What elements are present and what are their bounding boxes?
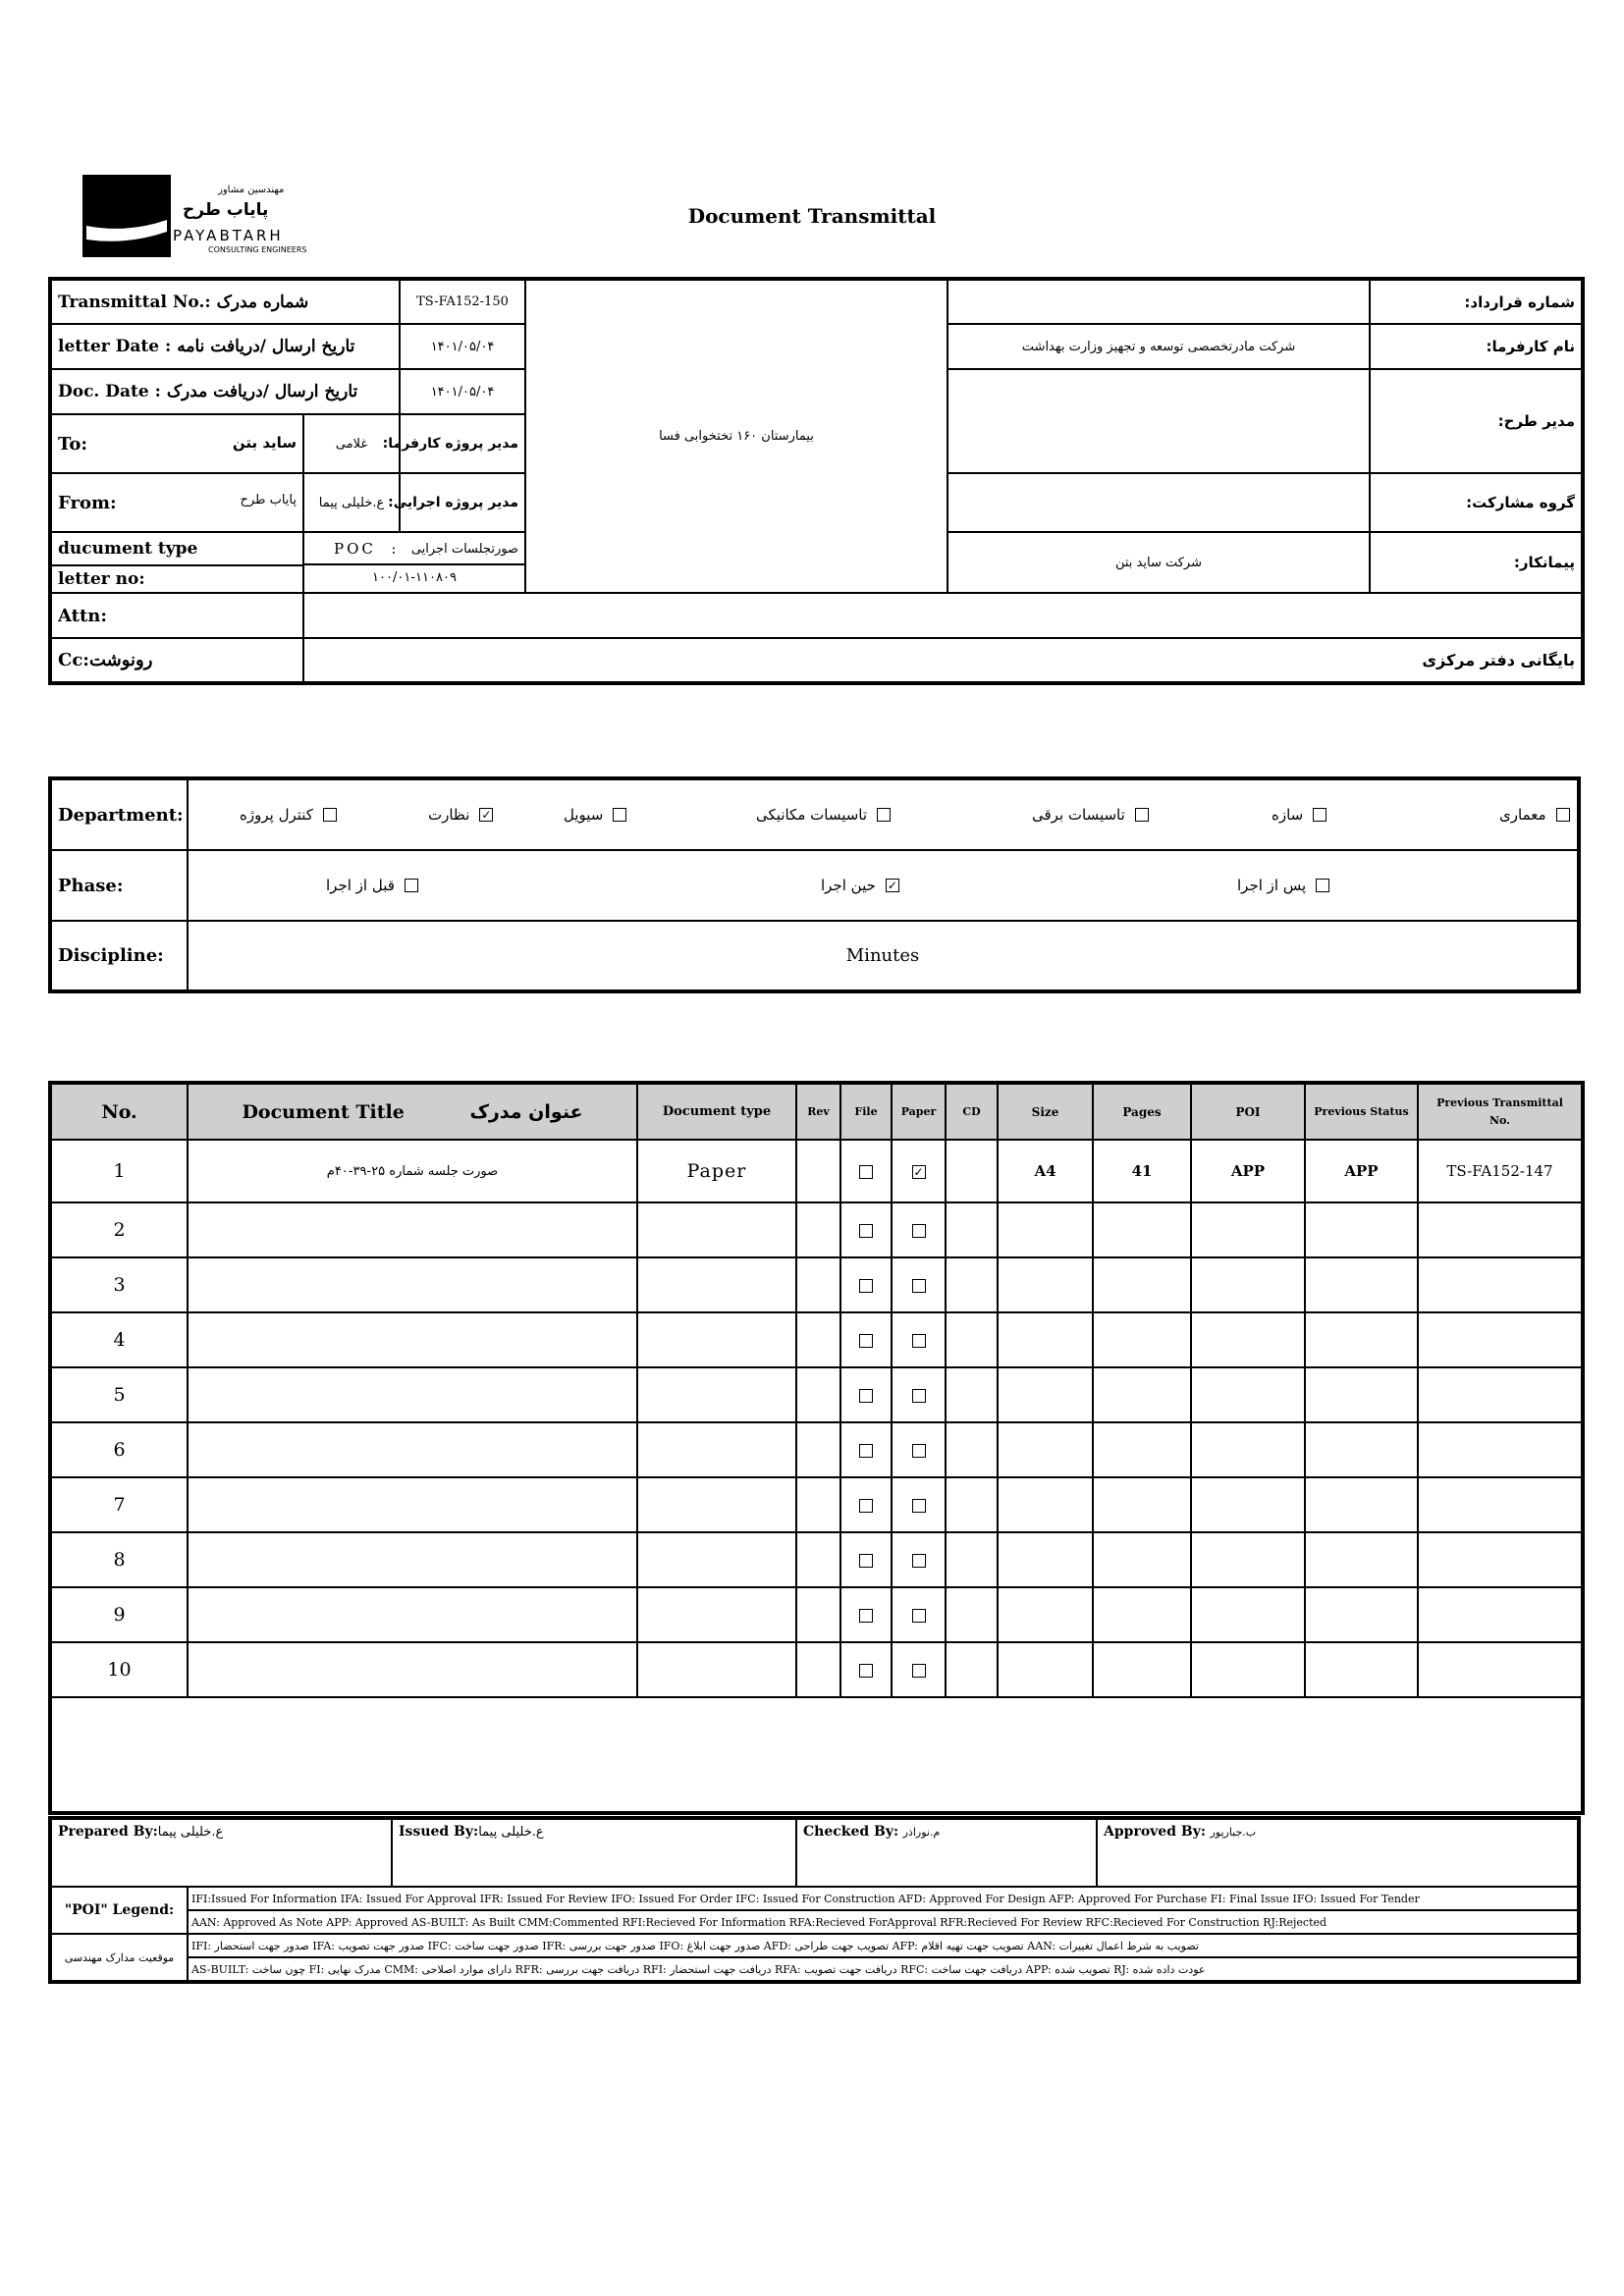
row-doc-type[interactable] (637, 1587, 796, 1642)
row-pages[interactable] (1093, 1587, 1191, 1642)
dept-checkbox-control[interactable] (323, 808, 337, 822)
row-paper-checkbox (892, 1477, 946, 1532)
row-no[interactable]: 7 (50, 1477, 188, 1532)
col-header-size: Size (998, 1083, 1093, 1140)
logo-text-fa: پایاب طرح (183, 200, 269, 220)
row-file-checkbox (840, 1642, 892, 1697)
row-file-box[interactable] (859, 1499, 873, 1513)
logo-text-en: PAYABTARH (173, 227, 284, 244)
row-pages[interactable] (1093, 1312, 1191, 1367)
row-paper-checkbox (892, 1587, 946, 1642)
design-manager-label: مدیر طرح: (1370, 369, 1583, 473)
dept-option-saze[interactable] (1272, 780, 1326, 849)
dept-label-nezarat: نظارت (428, 806, 470, 824)
row-poi[interactable] (1191, 1477, 1305, 1532)
row-doc-type[interactable] (637, 1477, 796, 1532)
doc-date-value: ۱۴۰۱/۰۵/۰۴ (400, 369, 525, 414)
phase-option-before[interactable] (326, 851, 418, 920)
row-file-checkbox (840, 1422, 892, 1477)
row-pages[interactable] (1093, 1642, 1191, 1697)
row-poi[interactable] (1191, 1312, 1305, 1367)
table-row (50, 1532, 1583, 1587)
dept-option-civil[interactable] (564, 780, 626, 849)
dept-option-memari[interactable] (1499, 780, 1570, 849)
row-size[interactable] (998, 1532, 1093, 1587)
table-row (50, 1477, 1583, 1532)
project-name: بیمارستان ۱۶۰ تختخوابی فسا (525, 279, 947, 593)
row-prev-status[interactable] (1305, 1202, 1418, 1257)
row-file-box[interactable] (859, 1609, 873, 1623)
row-paper-box[interactable] (912, 1279, 926, 1293)
row-file-checkbox (840, 1140, 892, 1202)
attn-value[interactable] (303, 593, 1583, 638)
issued-by-value: ع.خلیلی پیما (478, 1825, 544, 1840)
row-no[interactable]: 1 (50, 1140, 188, 1202)
row-prev-status[interactable] (1305, 1422, 1418, 1477)
table-row (50, 1257, 1583, 1312)
row-paper-checkbox (892, 1642, 946, 1697)
attn-label: Attn: (50, 593, 303, 638)
row-paper-box[interactable] (912, 1554, 926, 1568)
table-row (50, 1202, 1583, 1257)
row-file-checkbox (840, 1532, 892, 1587)
client-label: نام کارفرما: (1370, 324, 1583, 369)
header-table (48, 277, 1585, 685)
table-row (50, 1312, 1583, 1367)
row-paper-box[interactable] (912, 1444, 926, 1458)
checked-by-cell (796, 1818, 1097, 1887)
partnership-value (947, 473, 1370, 532)
row-prev-status[interactable] (1305, 1587, 1418, 1642)
table-row (50, 1422, 1583, 1477)
row-poi[interactable] (1191, 1532, 1305, 1587)
phase-checkbox-before[interactable] (405, 879, 418, 892)
row-title[interactable] (188, 1367, 637, 1422)
dept-checkbox-memari[interactable] (1556, 808, 1570, 822)
cc-value: بایگانی دفتر مرکزی (303, 638, 1583, 683)
row-prev-status[interactable] (1305, 1367, 1418, 1422)
row-prev-status[interactable] (1305, 1477, 1418, 1532)
phase-options (188, 850, 1579, 921)
doc-type-value: صورتجلسات اجرایی (410, 541, 518, 557)
row-paper-checkbox (892, 1532, 946, 1587)
row-rev[interactable] (796, 1422, 840, 1477)
row-no[interactable]: 9 (50, 1587, 188, 1642)
row-no[interactable]: 6 (50, 1422, 188, 1477)
row-title[interactable] (188, 1257, 637, 1312)
dept-checkbox-barghi[interactable] (1135, 808, 1149, 822)
exec-pm-name: ع.خلیلی پیما (303, 473, 400, 532)
row-size[interactable] (998, 1367, 1093, 1422)
row-file-box[interactable] (859, 1444, 873, 1458)
letter-date-value: ۱۴۰۱/۰۵/۰۴ (400, 324, 525, 369)
contractor-value: شرکت ساید بتن (947, 532, 1370, 593)
row-doc-type[interactable] (637, 1257, 796, 1312)
row-doc-type[interactable] (637, 1532, 796, 1587)
col-header-paper: Paper (892, 1083, 946, 1140)
phase-label: Phase: (50, 850, 188, 921)
row-doc-type[interactable] (637, 1312, 796, 1367)
dept-label-control: کنترل پروژه (240, 806, 313, 824)
phase-option-after[interactable] (1237, 851, 1329, 920)
row-file-checkbox (840, 1312, 892, 1367)
col-header-title (188, 1083, 637, 1140)
row-title[interactable] (188, 1477, 637, 1532)
row-pages[interactable] (1093, 1532, 1191, 1587)
row-poi[interactable] (1191, 1257, 1305, 1312)
row-file-box[interactable] (859, 1334, 873, 1348)
row-pages[interactable] (1093, 1422, 1191, 1477)
dept-label-civil: سیویل (564, 806, 604, 824)
row-doc-type[interactable] (637, 1202, 796, 1257)
row-rev[interactable] (796, 1202, 840, 1257)
row-title[interactable] (188, 1202, 637, 1257)
dept-checkbox-saze[interactable] (1313, 808, 1326, 822)
row-paper-box[interactable] (912, 1609, 926, 1623)
row-pages[interactable]: 41 (1093, 1140, 1191, 1202)
row-doc-type[interactable] (637, 1642, 796, 1697)
table-row (50, 1140, 1583, 1202)
row-file-box[interactable] (859, 1554, 873, 1568)
discipline-value: Minutes (188, 921, 1579, 991)
row-no[interactable]: 5 (50, 1367, 188, 1422)
row-doc-type[interactable] (637, 1422, 796, 1477)
row-prev-transmittal[interactable] (1418, 1422, 1583, 1477)
letter-no-label: letter no: (58, 569, 145, 589)
row-paper-checkbox (892, 1140, 946, 1202)
row-rev[interactable] (796, 1642, 840, 1697)
row-rev[interactable] (796, 1532, 840, 1587)
row-paper-box[interactable] (912, 1664, 926, 1678)
col-header-title-en: Document Title (242, 1100, 405, 1123)
checked-by-value: م.نوراذر (902, 1826, 941, 1839)
letter-no-value: ۱۰۰/۰۱-۱۱۰۸۰۹ (372, 570, 457, 585)
row-paper-checkbox (892, 1312, 946, 1367)
phase-label-before: قبل از اجرا (326, 877, 395, 894)
col-header-file: File (840, 1083, 892, 1140)
row-title[interactable] (188, 1422, 637, 1477)
row-file-box[interactable] (859, 1224, 873, 1238)
row-paper-box[interactable] (912, 1499, 926, 1513)
row-prev-status[interactable]: APP (1305, 1140, 1418, 1202)
row-cd[interactable] (946, 1587, 998, 1642)
dept-checkbox-nezarat[interactable]: ✓ (481, 808, 492, 822)
row-prev-transmittal[interactable] (1418, 1477, 1583, 1532)
row-file-box[interactable] (859, 1165, 873, 1179)
department-options (188, 778, 1579, 850)
row-file-box[interactable] (859, 1664, 873, 1678)
row-prev-transmittal[interactable] (1418, 1202, 1583, 1257)
client-pm-label: مدیر پروژه کارفرما: (400, 414, 525, 473)
row-title[interactable] (188, 1642, 637, 1697)
document-title: Document Transmittal (687, 204, 937, 228)
row-paper-checkbox (892, 1202, 946, 1257)
row-cd[interactable] (946, 1532, 998, 1587)
col-header-rev: Rev (796, 1083, 840, 1140)
row-size[interactable] (998, 1642, 1093, 1697)
row-file-checkbox (840, 1202, 892, 1257)
col-header-prev-transmittal: Previous Transmittal No. (1418, 1083, 1583, 1140)
status-legend-line-1: IFI: صدور جهت استحضار IFA: صدور جهت تصویب IFC: صدور جهت ساخت IFR: صدور جهت بررسی IFO: صدور جهت ابلاغ AFD: تصویب جهت طراحی AFP: تصویب جهت تهیه اقلام AAN: تصویب به شرط اعمال تغییرات (188, 1934, 1579, 1957)
row-file-box[interactable] (859, 1389, 873, 1403)
documents-table (48, 1081, 1585, 1815)
design-manager-value (947, 369, 1370, 473)
poi-legend-line-2: AAN: Approved As Note APP: Approved AS-BUILT: As Built CMM:Commented RFI:Recieved For Information RFA:Recieved ForApproval RFR:Recieved For Review RFC:Recieved For Construction RJ:Rejected (188, 1910, 1579, 1934)
row-cd[interactable] (946, 1312, 998, 1367)
approved-by-cell (1097, 1818, 1579, 1887)
row-rev[interactable] (796, 1367, 840, 1422)
col-header-prev-status: Previous Status (1305, 1083, 1418, 1140)
row-pages[interactable] (1093, 1477, 1191, 1532)
col-header-pages: Pages (1093, 1083, 1191, 1140)
row-no[interactable]: 10 (50, 1642, 188, 1697)
row-file-checkbox (840, 1257, 892, 1312)
row-title[interactable]: صورت جلسه شماره ۲۵-۳۹-۴۰م (188, 1140, 637, 1202)
doc-type-sep: : (391, 540, 397, 558)
table-row (50, 1642, 1583, 1697)
transmittal-no-value: TS-FA152-150 (400, 279, 525, 324)
signature-legend-table (48, 1816, 1581, 1984)
contractor-label: پیمانکار: (1370, 532, 1583, 593)
row-poi[interactable] (1191, 1642, 1305, 1697)
row-file-box[interactable] (859, 1279, 873, 1293)
col-header-no: No. (50, 1083, 188, 1140)
row-cd[interactable] (946, 1367, 998, 1422)
classification-table (48, 776, 1581, 993)
row-title[interactable] (188, 1532, 637, 1587)
row-size[interactable] (998, 1587, 1093, 1642)
row-rev[interactable] (796, 1587, 840, 1642)
phase-checkbox-during[interactable]: ✓ (887, 879, 897, 892)
status-legend-line-2: AS-BUILT: چون ساخت FI: مدرک نهایی CMM: دارای موارد اصلاحی RFR: دریافت جهت بررسی RFI: دریافت جهت استحضار RFA: دریافت جهت تصویب RFC: دریافت جهت ساخت APP: تصویب شده RJ: عودت داده شده (188, 1957, 1579, 1982)
doc-type-label: ducument type (52, 533, 302, 566)
row-pages[interactable] (1093, 1202, 1191, 1257)
partnership-label: گروه مشارکت: (1370, 473, 1583, 532)
row-paper-checkbox (892, 1422, 946, 1477)
row-prev-transmittal[interactable] (1418, 1312, 1583, 1367)
status-legend-label: موقعیت مدارک مهندسی (50, 1934, 188, 1982)
row-cd[interactable] (946, 1422, 998, 1477)
row-title[interactable] (188, 1587, 637, 1642)
dept-checkbox-mechanic[interactable] (877, 808, 891, 822)
row-cd[interactable] (946, 1642, 998, 1697)
contract-no-label: شماره قرارداد: (1370, 279, 1583, 324)
row-paper-box[interactable]: ✓ (913, 1165, 924, 1179)
approved-by-label: Approved By: (1104, 1824, 1206, 1840)
logo-subtitle: CONSULTING ENGINEERS (208, 245, 307, 254)
row-cd[interactable] (946, 1257, 998, 1312)
row-no[interactable]: 2 (50, 1202, 188, 1257)
from-label: From: (58, 492, 117, 513)
row-cd[interactable] (946, 1477, 998, 1532)
row-size[interactable] (998, 1477, 1093, 1532)
row-size[interactable] (998, 1422, 1093, 1477)
contract-no-value (947, 279, 1370, 324)
checked-by-label: Checked By: (803, 1824, 899, 1840)
row-no[interactable]: 4 (50, 1312, 188, 1367)
row-prev-transmittal[interactable]: TS-FA152-147 (1418, 1140, 1583, 1202)
row-no[interactable]: 8 (50, 1532, 188, 1587)
col-header-title-fa: عنوان مدرک (469, 1100, 583, 1123)
prepared-by-label: Prepared By: (58, 1824, 158, 1840)
cc-label: Cc:رونوشت (50, 638, 303, 683)
row-rev[interactable] (796, 1257, 840, 1312)
dept-option-mechanic[interactable] (756, 780, 891, 849)
row-prev-status[interactable] (1305, 1312, 1418, 1367)
row-size[interactable] (998, 1312, 1093, 1367)
row-paper-box[interactable] (912, 1224, 926, 1238)
row-prev-status[interactable] (1305, 1257, 1418, 1312)
poi-legend-line-1: IFI:Issued For Information IFA: Issued For Approval IFR: Issued For Review IFO: Issued For Order IFC: Issued For Construction AFD: Approved For Design AFP: Approved For Purchase FI: Final Issue IFO: Issued For Tender (188, 1887, 1579, 1910)
row-prev-transmittal[interactable] (1418, 1532, 1583, 1587)
row-pages[interactable] (1093, 1257, 1191, 1312)
to-label: To: (58, 433, 87, 454)
dept-option-barghi[interactable] (1032, 780, 1149, 849)
client-value: شرکت مادرتخصصی توسعه و تجهیز وزارت بهداشت (947, 324, 1370, 369)
row-poi[interactable] (1191, 1367, 1305, 1422)
table-row (50, 1367, 1583, 1422)
row-file-checkbox (840, 1587, 892, 1642)
issued-by-label: Issued By: (399, 1824, 479, 1840)
row-paper-checkbox (892, 1367, 946, 1422)
exec-pm-label: مدیر پروژه اجرایی: (400, 473, 525, 532)
phase-checkbox-after[interactable] (1316, 879, 1329, 892)
row-prev-status[interactable] (1305, 1532, 1418, 1587)
row-prev-status[interactable] (1305, 1642, 1418, 1697)
row-file-checkbox (840, 1367, 892, 1422)
poi-legend-label: "POI" Legend: (50, 1887, 188, 1934)
row-cd[interactable] (946, 1140, 998, 1202)
row-size[interactable]: A4 (998, 1140, 1093, 1202)
row-paper-checkbox (892, 1257, 946, 1312)
col-header-poi: POI (1191, 1083, 1305, 1140)
doc-date-label: Doc. Date : تاریخ ارسال /دریافت مدرک (50, 369, 400, 414)
row-poi[interactable] (1191, 1422, 1305, 1477)
row-cd[interactable] (946, 1202, 998, 1257)
col-header-doc-type: Document type (637, 1083, 796, 1140)
row-paper-box[interactable] (912, 1334, 926, 1348)
table-row (50, 1587, 1583, 1642)
row-no[interactable]: 3 (50, 1257, 188, 1312)
issued-by-cell (392, 1818, 796, 1887)
row-size[interactable] (998, 1257, 1093, 1312)
dept-option-control[interactable] (240, 780, 337, 849)
phase-label-during: حین اجرا (821, 877, 876, 894)
logo-text-fa-small: مهندسین مشاور (218, 185, 285, 195)
dept-label-mechanic: تاسیسات مکانیکی (756, 806, 868, 824)
approved-by-value: ب.جبارپور (1210, 1826, 1257, 1839)
phase-option-during[interactable] (821, 851, 899, 920)
row-pages[interactable] (1093, 1367, 1191, 1422)
row-rev[interactable] (796, 1477, 840, 1532)
row-prev-transmittal[interactable] (1418, 1367, 1583, 1422)
transmittal-no-label: Transmittal No.: شماره مدرک (50, 279, 400, 324)
row-paper-box[interactable] (912, 1389, 926, 1403)
dept-label-memari: معماری (1499, 806, 1546, 824)
dept-option-nezarat[interactable] (428, 780, 493, 849)
row-prev-transmittal[interactable] (1418, 1587, 1583, 1642)
row-doc-type[interactable] (637, 1367, 796, 1422)
row-doc-type[interactable]: Paper (637, 1140, 796, 1202)
col-header-cd: CD (946, 1083, 998, 1140)
row-rev[interactable] (796, 1140, 840, 1202)
row-title[interactable] (188, 1312, 637, 1367)
row-poi[interactable] (1191, 1202, 1305, 1257)
row-prev-transmittal[interactable] (1418, 1642, 1583, 1697)
row-size[interactable] (998, 1202, 1093, 1257)
dept-label-saze: سازه (1272, 806, 1304, 824)
department-label: Department: (50, 778, 188, 850)
to-value: ساید بتن (232, 433, 297, 452)
row-rev[interactable] (796, 1312, 840, 1367)
phase-label-after: پس از اجرا (1237, 877, 1307, 894)
doc-table-spacer-row (50, 1697, 1583, 1813)
dept-label-barghi: تاسیسات برقی (1032, 806, 1125, 824)
row-poi[interactable]: APP (1191, 1140, 1305, 1202)
prepared-by-value: ع.خلیلی پیما (157, 1825, 224, 1840)
row-poi[interactable] (1191, 1587, 1305, 1642)
from-value: پایاب طرح (240, 492, 297, 507)
row-file-checkbox (840, 1477, 892, 1532)
doc-type-code: POC (334, 540, 376, 558)
letter-date-label: letter Date : تاریخ ارسال /دریافت نامه (50, 324, 400, 369)
dept-checkbox-civil[interactable] (613, 808, 626, 822)
prepared-by-cell (50, 1818, 392, 1887)
client-pm-name: غلامی (303, 414, 400, 473)
discipline-label: Discipline: (50, 921, 188, 991)
row-prev-transmittal[interactable] (1418, 1257, 1583, 1312)
